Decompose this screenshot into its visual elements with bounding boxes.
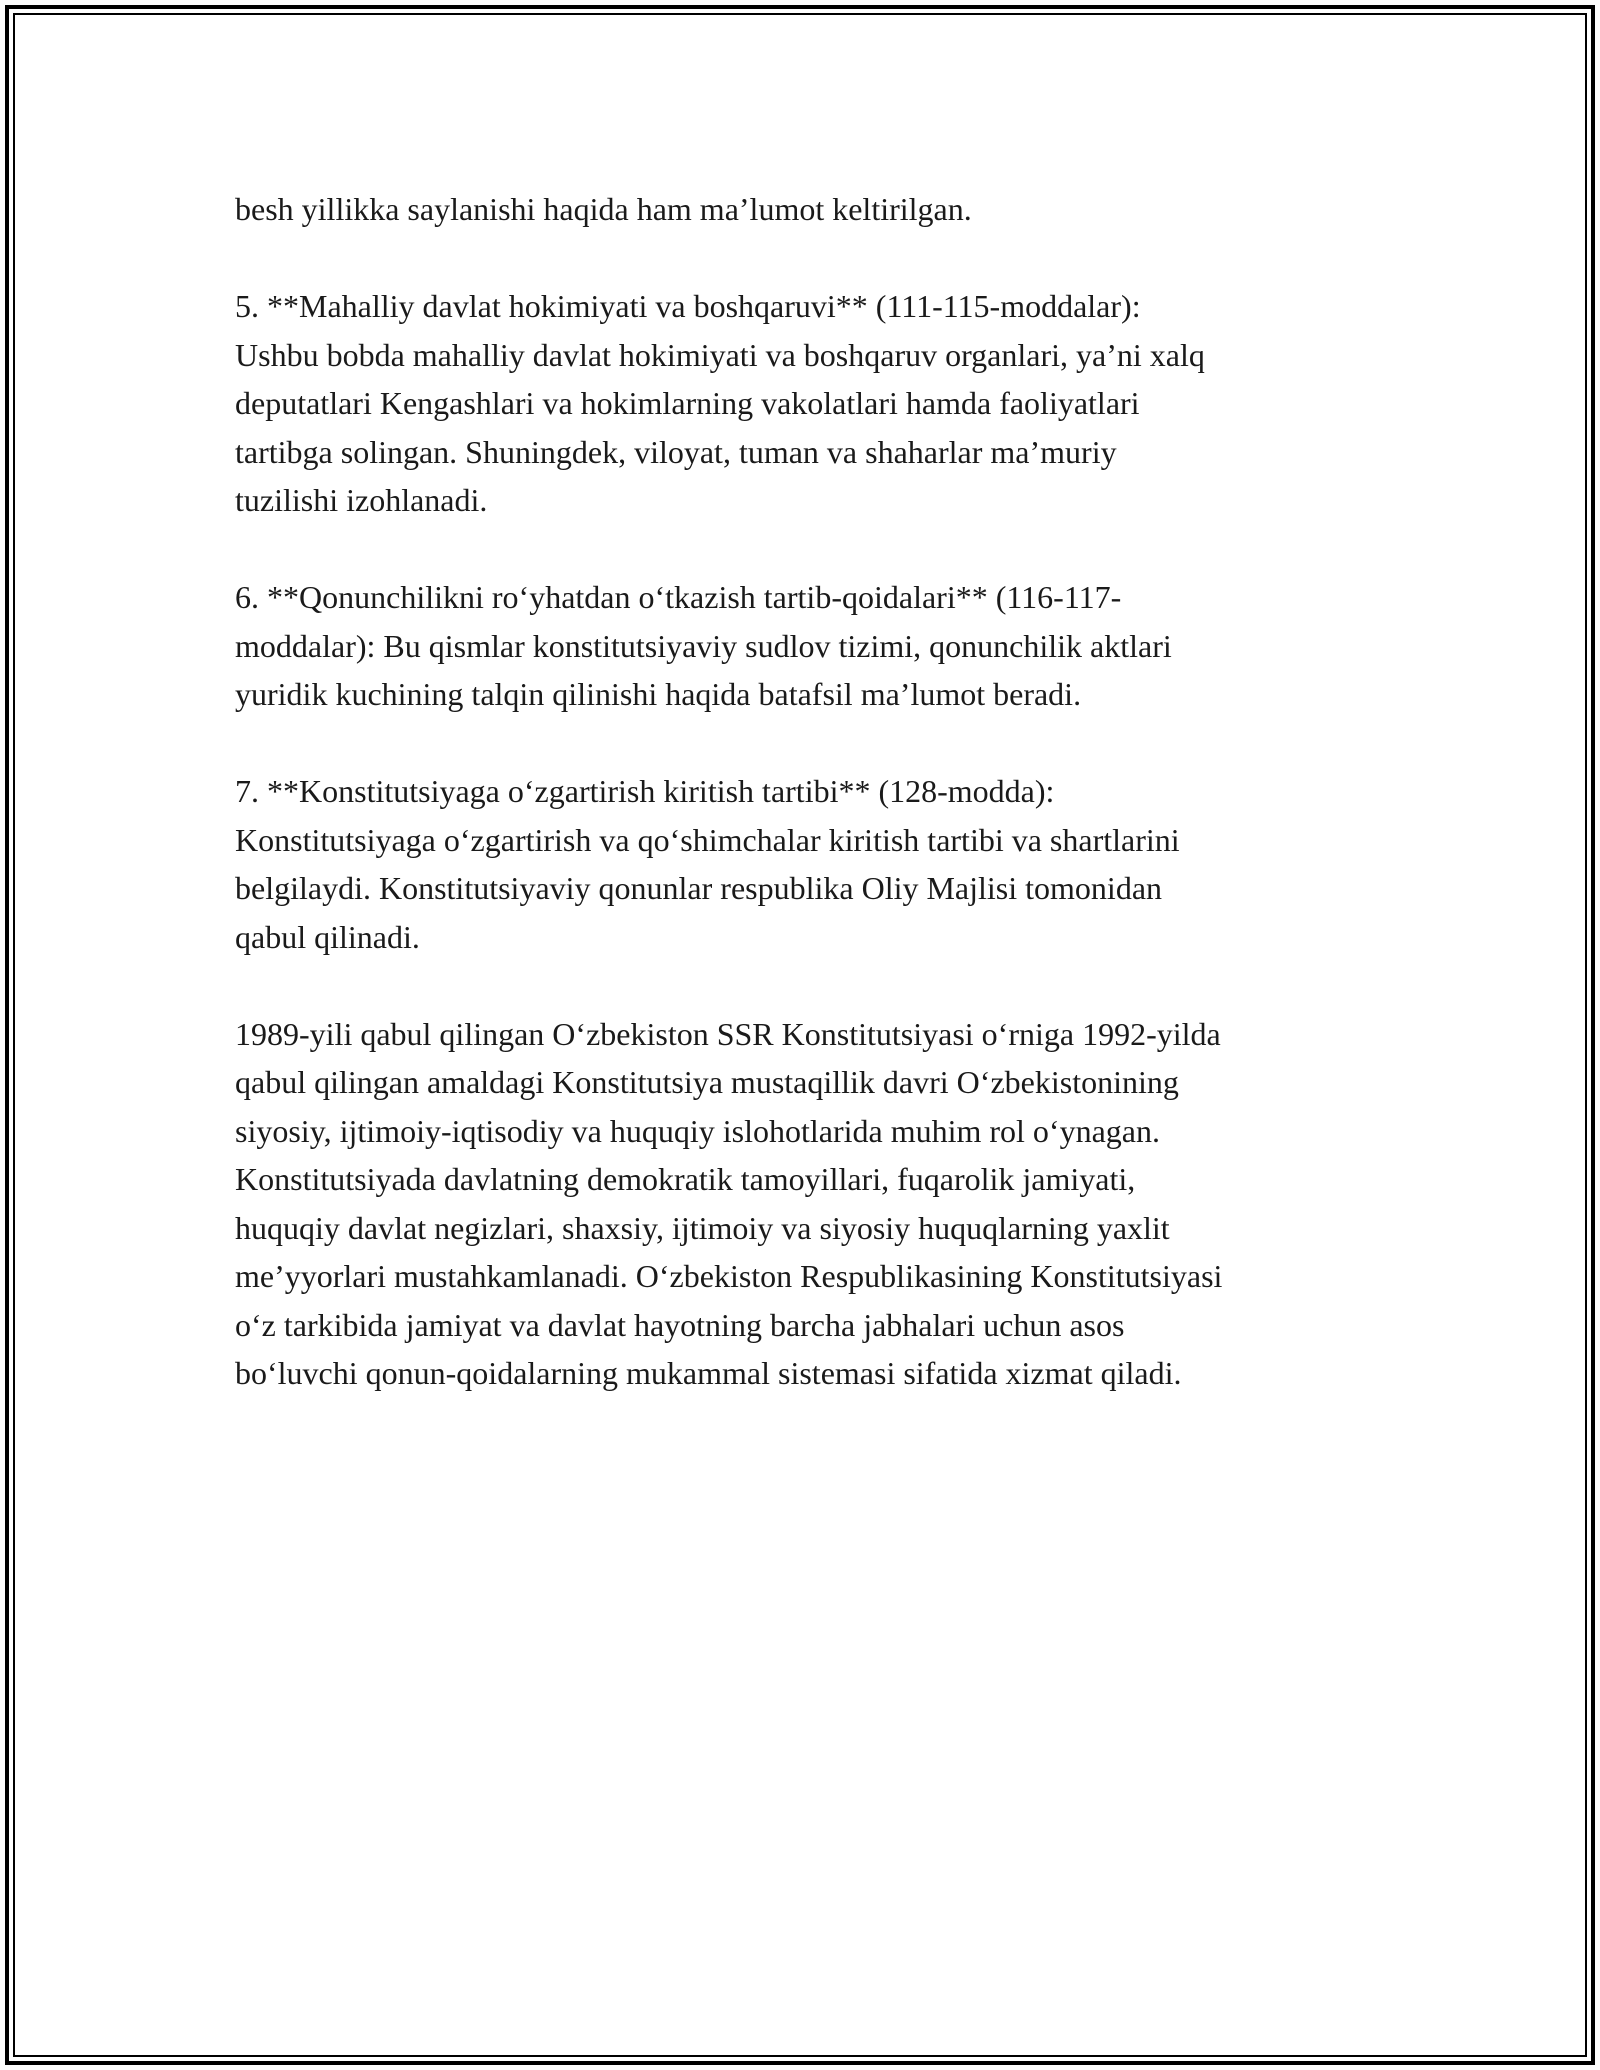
- text-line: 1989-yili qabul qilingan O‘zbekiston SSR Konstitutsiyasi o‘rniga 1992-yilda: [235, 1015, 1221, 1052]
- text-line: moddalar): Bu qismlar konstitutsiyaviy sudlov tizimi, qonunchilik aktlari: [235, 627, 1172, 664]
- text-line: qabul qilingan amaldagi Konstitutsiya mustaqillik davri O‘zbekistonining: [235, 1064, 1179, 1100]
- paragraph-item-6: [235, 573, 1385, 719]
- paragraph-item-7: [235, 767, 1385, 961]
- text-line: tartibga solingan. Shuningdek, viloyat, tuman va shaharlar ma’muriy: [235, 433, 1117, 470]
- document-body: [235, 185, 1385, 1446]
- text-line: Ushbu bobda mahalliy davlat hokimiyati va boshqaruv organlari, ya’ni xalq: [235, 336, 1205, 373]
- text-line: o‘z tarkibida jamiyat va davlat hayotning barcha jabhalari uchun asos: [235, 1306, 1125, 1343]
- text-line: deputatlari Kengashlari va hokimlarning vakolatlari hamda faoliyatlari: [235, 385, 1140, 421]
- text-line: me’yyorlari mustahkamlanadi. O‘zbekiston Respublikasining Konstitutsiyasi: [235, 1258, 1223, 1294]
- text-line: huquqiy davlat negizlari, shaxsiy, ijtimoiy va siyosiy huquqlarning yaxlit: [235, 1209, 1170, 1246]
- text-line: 5. **Mahalliy davlat hokimiyati va boshqaruvi** (111-115-moddalar):: [235, 288, 1141, 324]
- text-line: 6. **Qonunchilikni ro‘yhatdan o‘tkazish tartib-qoidalari** (116-117-: [235, 579, 1122, 615]
- text-line: besh yillikka saylanishi haqida ham ma’lumot keltirilgan.: [235, 191, 972, 227]
- text-line: siyosiy, ijtimoiy-iqtisodiy va huquqiy islohotlarida muhim rol o‘ynagan.: [235, 1112, 1160, 1149]
- text-line: Konstitutsiyaga o‘zgartirish va qo‘shimchalar kiritish tartibi va shartlarini: [235, 821, 1180, 858]
- text-line: tuzilishi izohlanadi.: [235, 482, 488, 518]
- text-line: belgilaydi. Konstitutsiyaviy qonunlar respublika Oliy Majlisi tomonidan: [235, 870, 1163, 906]
- text-line: bo‘luvchi qonun-qoidalarning mukammal sistemasi sifatida xizmat qiladi.: [235, 1355, 1182, 1391]
- text-line: qabul qilinadi.: [235, 918, 420, 955]
- text-line: Konstitutsiyada davlatning demokratik tamoyillari, fuqarolik jamiyati,: [235, 1161, 1136, 1197]
- text-line: 7. **Konstitutsiyaga o‘zgartirish kiritish tartibi** (128-modda):: [235, 773, 1055, 809]
- paragraph-item-5: [235, 282, 1385, 525]
- text-line: yuridik kuchining talqin qilinishi haqida batafsil ma’lumot beradi.: [235, 676, 1082, 712]
- paragraph-summary: [235, 1010, 1385, 1398]
- paragraph-continuation: [235, 185, 1385, 234]
